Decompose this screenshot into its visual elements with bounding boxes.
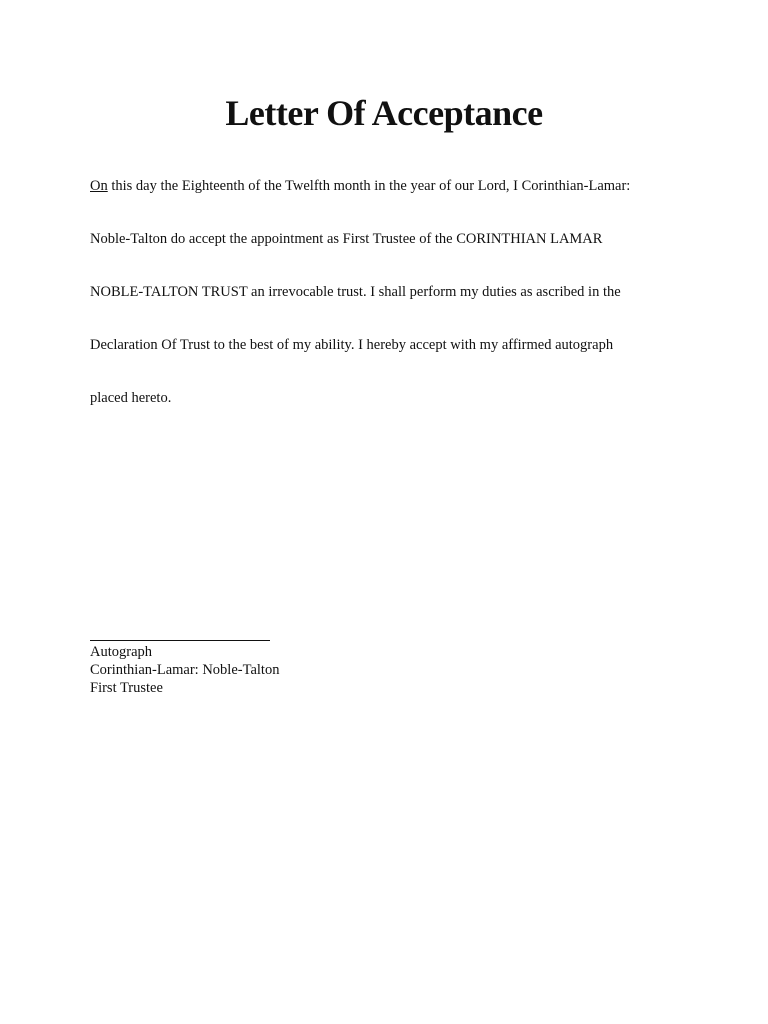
signatory-role: First Trustee xyxy=(90,680,163,696)
paragraph-line-4: Declaration Of Trust to the best of my ability. I hereby accept with my affirmed autograph xyxy=(90,337,614,353)
document-title: Letter Of Acceptance xyxy=(225,93,543,133)
signature-label: Autograph xyxy=(90,644,153,660)
signature-block xyxy=(90,622,279,697)
paragraph-line-1-text: this day the Eighteenth of the Twelfth month in the year of our Lord, I Corinthian-Lamar: xyxy=(107,178,631,194)
opening-word: On xyxy=(90,178,108,194)
signatory-name: Corinthian-Lamar: Noble-Talton xyxy=(90,662,280,678)
paragraph-line-5: placed hereto. xyxy=(90,390,172,406)
paragraph-line-1 xyxy=(90,176,690,229)
acceptance-paragraph xyxy=(90,176,690,441)
paragraph-line-2: Noble-Talton do accept the appointment as First Trustee of the CORINTHIAN LAMAR xyxy=(90,231,603,247)
signature-line xyxy=(90,622,270,641)
paragraph-line-3: NOBLE-TALTON TRUST an irrevocable trust. I shall perform my duties as ascribed in the xyxy=(90,284,621,300)
